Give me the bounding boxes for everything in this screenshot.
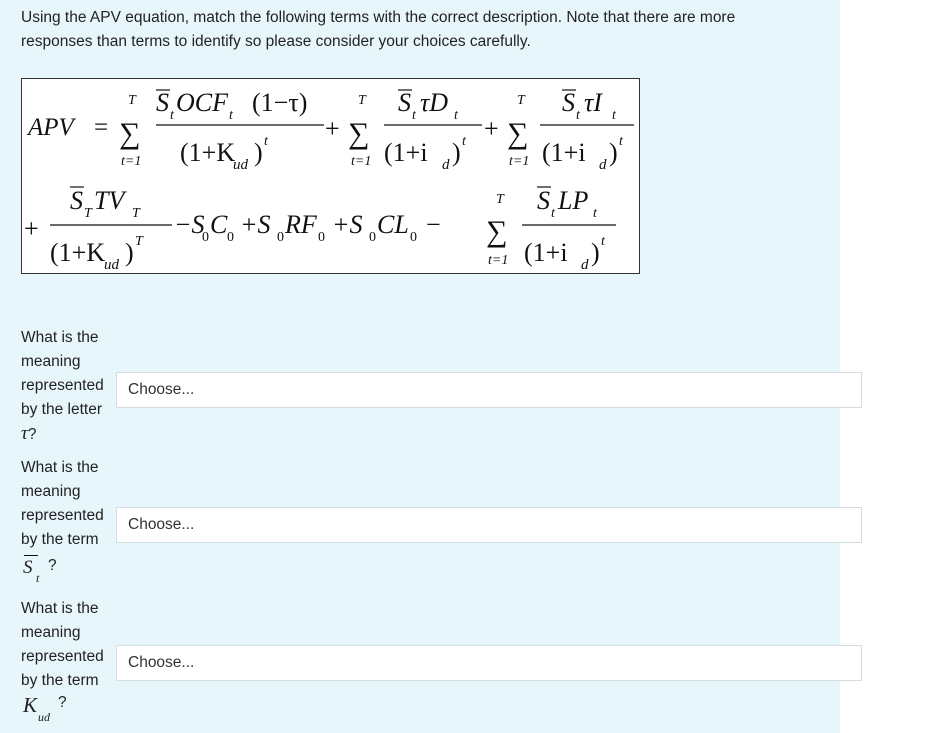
t3-num-sub2: t xyxy=(612,108,616,123)
s0-sub-a: 0 xyxy=(277,230,284,245)
eq-equals: = xyxy=(94,114,109,141)
t3-den-sub: d xyxy=(599,157,607,173)
lp-num-sub: t xyxy=(551,206,555,221)
sum3-sigma: ∑ xyxy=(507,117,529,150)
t1-den-close: ) xyxy=(254,138,263,167)
t2-num-sub2: t xyxy=(454,108,458,123)
question-3-select[interactable]: Choose... xyxy=(116,645,862,681)
t1-num-s: S xyxy=(156,88,169,117)
tv-den-sup: T xyxy=(135,234,143,249)
question-2 xyxy=(21,456,121,588)
t1-den-sub: ud xyxy=(233,157,248,173)
sum1-bottom: t=1 xyxy=(121,154,142,169)
lp-den-sub: d xyxy=(581,257,589,273)
t3-den: (1+i xyxy=(542,138,586,167)
rf-term: RF xyxy=(285,210,317,239)
tv-num-sub2: T xyxy=(132,206,140,221)
t3-num-s: S xyxy=(562,88,575,117)
t1-den-sup: t xyxy=(264,134,268,149)
tv-den-close: ) xyxy=(125,238,134,267)
s0-sub-b: 0 xyxy=(369,230,376,245)
t2-num-taud: τD xyxy=(420,88,449,117)
t1-num-ocf: OCF xyxy=(176,88,228,117)
t2-den: (1+i xyxy=(384,138,428,167)
t1-num-tax: (1−τ) xyxy=(252,88,308,117)
plus-1: + xyxy=(325,114,340,143)
sum2-sigma: ∑ xyxy=(348,117,370,150)
sum1-top: T xyxy=(128,93,136,108)
question-2-select[interactable]: Choose... xyxy=(116,507,862,543)
lp-den-sup: t xyxy=(601,234,605,249)
t3-den-sup: t xyxy=(619,134,623,149)
sum3-top: T xyxy=(517,93,525,108)
question-1 xyxy=(21,326,121,447)
eq-lhs: APV xyxy=(28,114,74,141)
question-3-mark: ? xyxy=(58,694,67,711)
tv-den: (1+K xyxy=(50,238,106,267)
lp-den-close: ) xyxy=(591,238,600,267)
question-1-select[interactable]: Choose... xyxy=(116,372,862,408)
c-term: C xyxy=(210,210,228,239)
plus-2: + xyxy=(484,114,499,143)
question-3 xyxy=(21,597,121,727)
sum4-sigma: ∑ xyxy=(486,215,508,248)
t2-num-s: S xyxy=(398,88,411,117)
question-1-symbol: τ xyxy=(21,423,28,444)
lp-den: (1+i xyxy=(524,238,568,267)
apv-equation-svg xyxy=(22,79,639,273)
tv-den-sub: ud xyxy=(104,257,119,273)
plus-3: + xyxy=(24,214,39,243)
apv-equation-image xyxy=(21,78,640,274)
minus-sum: − xyxy=(426,210,441,239)
sum3-bottom: t=1 xyxy=(509,154,530,169)
lp-num-s: S xyxy=(537,186,550,215)
plus-s0-b: +S xyxy=(332,210,363,239)
t1-num-sub2: t xyxy=(229,108,233,123)
sum2-bottom: t=1 xyxy=(351,154,372,169)
c0-sub: 0 xyxy=(227,230,234,245)
minus-s0: −S xyxy=(174,210,205,239)
t1-den: (1+K xyxy=(180,138,236,167)
sum4-bottom: t=1 xyxy=(488,253,509,268)
instructions-text: Using the APV equation, match the following terms with the correct description. Note that there are more responses than terms to identify so please consider your choices carefully. xyxy=(21,9,736,50)
question-2-symbol: S xyxy=(23,557,33,578)
question-1-prompt: What is the meaning represented by the letter xyxy=(21,329,104,418)
t2-den-sup: t xyxy=(462,134,466,149)
sum4-top: T xyxy=(496,192,504,207)
t3-num-sub: t xyxy=(576,108,580,123)
cl-term: CL xyxy=(377,210,409,239)
question-2-mark: ? xyxy=(48,557,57,574)
question-3-prompt: What is the meaning represented by the term xyxy=(21,600,104,689)
lp-num-lp: LP xyxy=(558,186,589,215)
s0-sub: 0 xyxy=(202,230,209,245)
tv-num-tv: TV xyxy=(94,186,125,215)
tv-num-sub: T xyxy=(84,206,92,221)
lp-num-sub2: t xyxy=(593,206,597,221)
question-3-symbol-sub: ud xyxy=(38,710,50,724)
t2-den-close: ) xyxy=(452,138,461,167)
t3-den-close: ) xyxy=(609,138,618,167)
t3-num-taui: τI xyxy=(584,88,602,117)
question-2-symbol-sub: t xyxy=(36,571,40,585)
question-2-prompt: What is the meaning represented by the term xyxy=(21,459,104,548)
t1-num-sub: t xyxy=(170,108,174,123)
t2-num-sub: t xyxy=(412,108,416,123)
cl0-sub: 0 xyxy=(410,230,417,245)
tv-num-s: S xyxy=(70,186,83,215)
t2-den-sub: d xyxy=(442,157,450,173)
rf0-sub: 0 xyxy=(318,230,325,245)
question-3-symbol: K xyxy=(23,693,38,717)
question-1-mark: ? xyxy=(27,426,37,443)
sum1-sigma: ∑ xyxy=(119,117,141,150)
plus-s0-a: +S xyxy=(240,210,271,239)
sum2-top: T xyxy=(358,93,366,108)
